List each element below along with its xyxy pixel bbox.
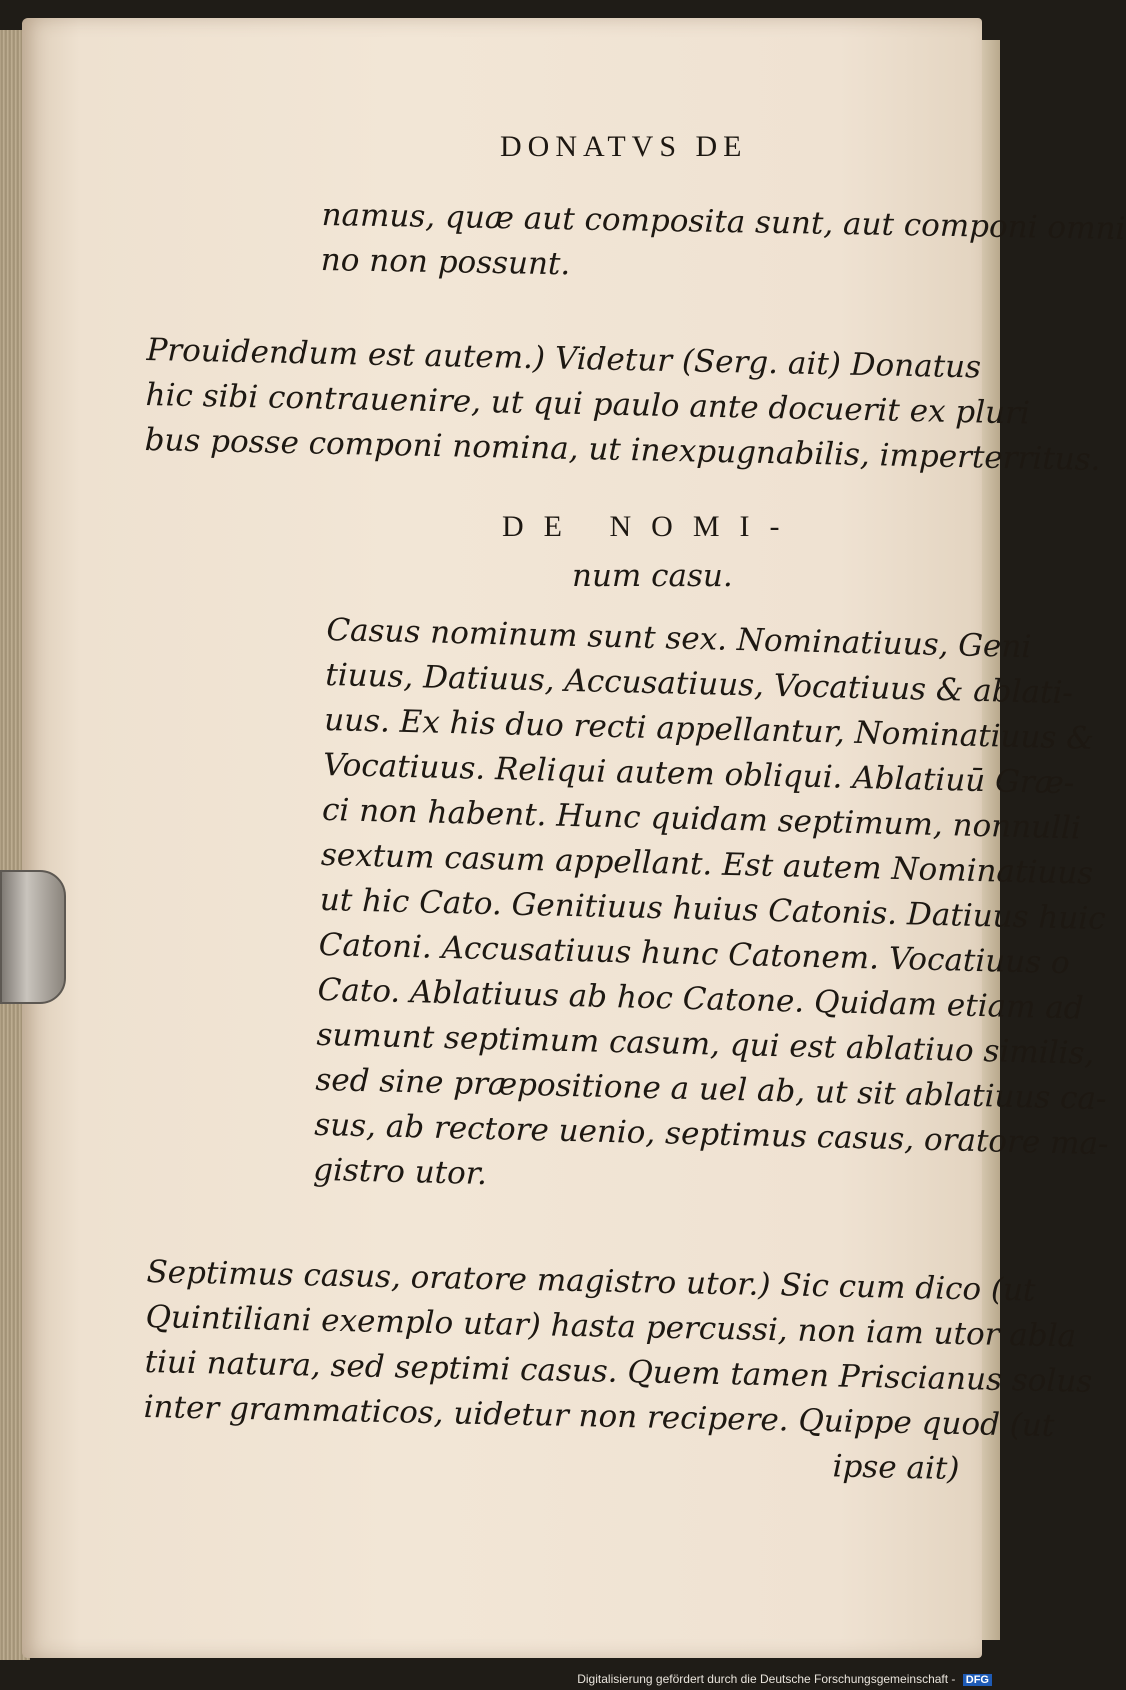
text-line: no non possunt.	[320, 241, 571, 283]
text-line: Casus nominum sunt sex. Nominatiuus, Geni	[326, 611, 1032, 666]
text-line: tiui natura, sed septimi casus. Quem tamen Priscianus solus	[144, 1343, 1093, 1400]
text-line: sextum casum appellant. Est autem Nominatiuus	[320, 836, 1094, 892]
text-line: Septimus casus, oratore magistro utor.) Sic cum dico (ut	[146, 1253, 1036, 1309]
main-text-block	[313, 608, 1121, 1212]
text-line: sed sine præpositione a uel ab, ut sit ablatiuus ca-	[315, 1061, 1107, 1118]
text-line: tiuus, Datiuus, Accusatiuus, Vocatiuus & ablati-	[324, 656, 1074, 712]
text-line: bus posse componi nomina, ut inexpugnabilis, imperterritus.	[144, 421, 1101, 478]
text-line: Vocatiuus. Reliqui autem obliqui. Ablatiuū Græ-	[322, 746, 1075, 802]
section-heading-continuation: num casu.	[572, 558, 733, 594]
text-line: Quintiliani exemplo utar) hasta percussi, non iam utor abla	[145, 1298, 1077, 1355]
running-head: DONATVS DE	[500, 130, 748, 163]
text-block-continuation	[320, 193, 1125, 297]
text-line: gistro utor.	[312, 1151, 488, 1193]
text-line: ipse ait)	[832, 1448, 960, 1488]
digitization-footer	[577, 1672, 992, 1686]
section-heading: DE NOMI-	[502, 510, 800, 543]
commentary-block-1	[144, 328, 1103, 483]
text-line: Prouidendum est autem.) Videtur (Serg. ait) Donatus	[146, 331, 982, 386]
book-page	[22, 18, 1126, 1658]
dfg-logo-badge: DFG	[963, 1674, 992, 1686]
text-line: sumunt septimum casum, qui est ablatiuo similis,	[316, 1016, 1095, 1072]
text-line: Cato. Ablatiuus ab hoc Catone. Quidam etiam ad	[317, 971, 1085, 1027]
text-line: ut hic Cato. Genitiuus huius Catonis. Datiuus huic	[319, 881, 1106, 938]
text-line: namus, quæ aut composita sunt, aut componi omni	[321, 196, 1126, 248]
commentary-block-2	[142, 1250, 1094, 1495]
text-line: inter grammaticos, uidetur non recipere. Quippe quod (ut	[143, 1388, 1055, 1445]
footer-text: Digitalisierung gefördert durch die Deutsche Forschungsgemeinschaft -	[577, 1672, 956, 1686]
book-clip	[0, 870, 66, 1004]
text-line: Catoni. Accusatiuus hunc Catonem. Vocatiuus o	[318, 926, 1071, 982]
text-line: hic sibi contrauenire, ut qui paulo ante docuerit ex pluri	[145, 376, 1031, 432]
text-line: sus, ab rectore uenio, septimus casus, oratore ma-	[313, 1106, 1109, 1163]
text-line: uus. Ex his duo recti appellantur, Nominatiuus &	[323, 701, 1095, 757]
text-line: ci non habent. Hunc quidam septimum, nonnulli	[321, 791, 1082, 847]
